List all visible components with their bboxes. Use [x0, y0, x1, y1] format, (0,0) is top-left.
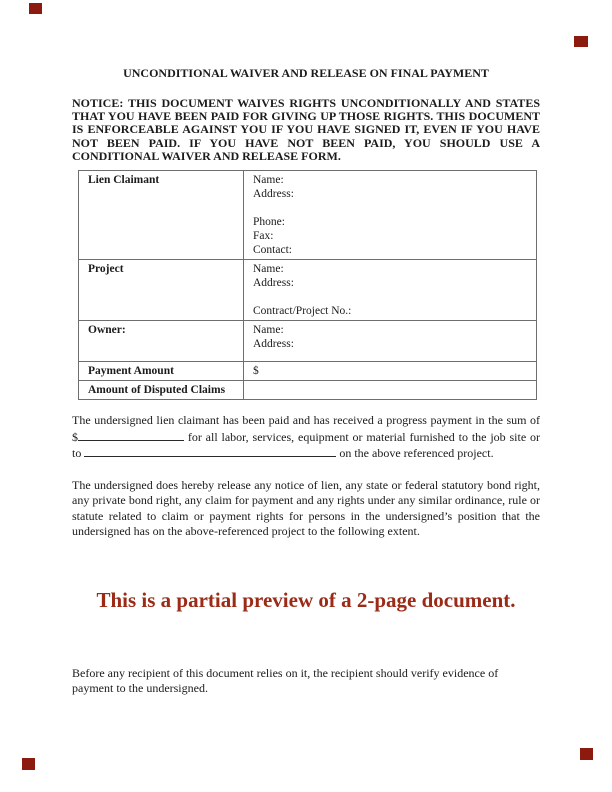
row-fields: [244, 171, 537, 260]
row-fields: [244, 260, 537, 321]
row-fields: [244, 381, 537, 400]
row-label: Payment Amount: [79, 362, 244, 381]
table-row-lien-claimant: [79, 171, 537, 260]
document-content: [72, 66, 540, 709]
claim-info-table: [78, 170, 537, 400]
corner-mark-bottom-right: [580, 748, 593, 760]
partial-preview-notice: This is a partial preview of a 2-page document.: [96, 587, 516, 612]
table-row-project: [79, 260, 537, 321]
payment-paragraph-mid: for all labor, services, equipment or material furnished to the job site or to: [72, 429, 540, 461]
notice-paragraph: NOTICE: THIS DOCUMENT WAIVES RIGHTS UNCONDITIONALLY AND STATES THAT YOU HAVE BEEN PAID FOR GIVING UP THOSE RIGHTS. THIS DOCUMENT IS ENFORCEABLE AGAINST YOU IF YOU HAVE SIGNED IT, EVEN IF YOU HAVE NOT BEEN PAID. IF YOU HAVE NOT BEEN PAID, YOU SHOULD USE A CONDITIONAL WAIVER AND RELEASE FORM.: [72, 96, 540, 163]
field-line: $: [253, 365, 259, 378]
amount-blank-line: [78, 429, 184, 441]
field-line: Phone:: [253, 216, 285, 229]
document-title: UNCONDITIONAL WAIVER AND RELEASE ON FINAL PAYMENT: [123, 66, 489, 80]
row-label: Lien Claimant: [79, 171, 244, 260]
field-line: Address:: [253, 277, 294, 290]
field-line: Name:: [253, 174, 284, 187]
field-line: Fax:: [253, 230, 274, 243]
payment-paragraph: [72, 413, 540, 462]
corner-mark-bottom-left: [22, 758, 35, 770]
row-label: Amount of Disputed Claims: [79, 381, 244, 400]
payment-paragraph-lead: The undersigned lien claimant has been paid and has received a progress payment in the sum of $: [72, 413, 540, 444]
release-paragraph: The undersigned does hereby release any notice of lien, any state or federal statutory bond right, any private bond right, any claim for payment and any rights under any similar ordinance, rule or statute related to claim or payment rights for persons in the undersigned’s position that the undersigned has on the above-referenced project to the following extent.: [72, 477, 540, 539]
field-line: Contract/Project No.:: [253, 305, 352, 318]
field-line: Name:: [253, 324, 284, 337]
corner-mark-top-right: [574, 36, 588, 47]
row-label: Owner:: [79, 321, 244, 362]
verify-payment-paragraph: Before any recipient of this document relies on it, the recipient should verify evidence of payment to the undersigned.: [72, 665, 499, 696]
payee-blank-line: [84, 445, 336, 457]
row-fields: [244, 362, 537, 381]
table-row-disputed-claims: [79, 381, 537, 400]
field-line: [253, 290, 531, 304]
payment-paragraph-tail: on the above referenced project.: [336, 446, 494, 461]
row-label: Project: [79, 260, 244, 321]
table-row-payment-amount: [79, 362, 537, 381]
corner-mark-top-left: [29, 3, 42, 14]
field-line: Address:: [253, 188, 294, 201]
field-line: [253, 201, 531, 215]
field-line: Name:: [253, 263, 284, 276]
field-line: Address:: [253, 338, 294, 351]
row-fields: [244, 321, 537, 362]
table-row-owner: [79, 321, 537, 362]
field-line: Contact:: [253, 244, 292, 257]
